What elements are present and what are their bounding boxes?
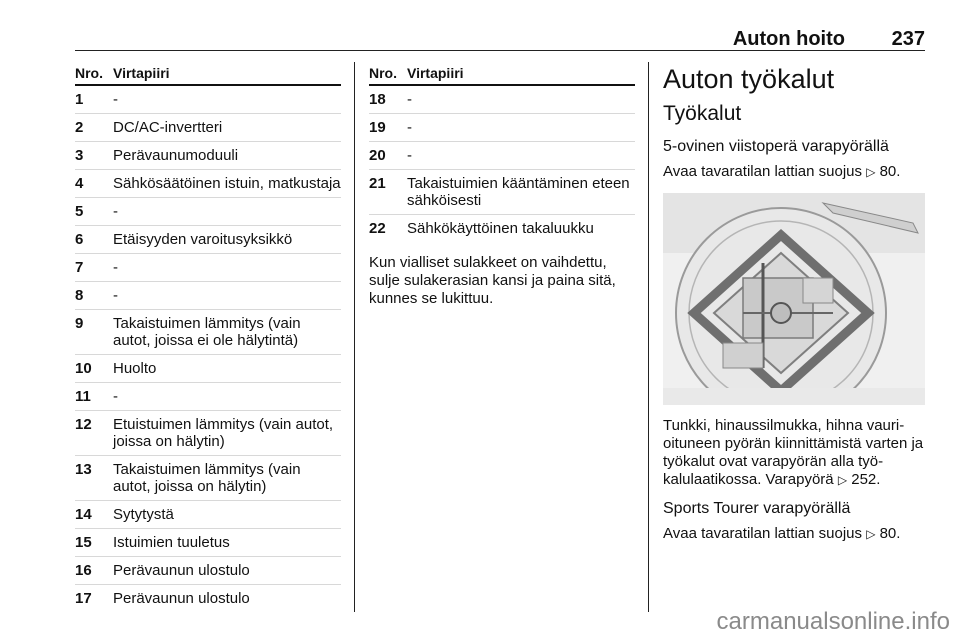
section1-text	[663, 163, 925, 181]
fuse-circuit: Istuimien tuuletus	[113, 529, 341, 557]
table-row	[75, 142, 341, 170]
fuse-circuit: DC/AC-invertteri	[113, 114, 341, 142]
fuse-circuit: -	[113, 282, 341, 310]
fuse-number: 8	[75, 282, 113, 310]
page-header	[75, 28, 925, 52]
table-row	[75, 198, 341, 226]
fuse-circuit: Takaistuimien kääntäminen eteen sähköisesti	[407, 170, 635, 215]
fuse-circuit: -	[407, 142, 635, 170]
table-row	[369, 86, 635, 114]
spare-wheel-tools-photo	[663, 193, 925, 405]
fuse-number: 9	[75, 310, 113, 355]
table-row	[75, 86, 341, 114]
fuse-number: 4	[75, 170, 113, 198]
section1-heading: 5-ovinen viistoperä varapyörällä	[663, 138, 889, 155]
section2-page-ref[interactable]: 80.	[879, 525, 901, 542]
fuse-number: 2	[75, 114, 113, 142]
fuse-circuit: Sytytystä	[113, 501, 341, 529]
fuse-number: 10	[75, 355, 113, 383]
fuse-circuit: Sähkösäätöinen istuin, matkustaja	[113, 170, 341, 198]
table-row	[369, 142, 635, 170]
fuse-number: 18	[369, 86, 407, 114]
column-divider-1	[354, 62, 355, 612]
table-row	[75, 501, 341, 529]
col-header-nro: Nro.	[75, 65, 103, 81]
col-header-circuit: Virtapiiri	[113, 65, 170, 81]
table-row	[75, 226, 341, 254]
table-row	[75, 585, 341, 613]
fuse-number: 14	[75, 501, 113, 529]
table-row	[369, 114, 635, 142]
fuse-table-left	[75, 62, 341, 612]
column-divider-2	[648, 62, 649, 612]
fuse-number: 13	[75, 456, 113, 501]
fuse-circuit: Takaistuimen lämmitys (vain autot, joissa ei ole hälytintä)	[113, 310, 341, 355]
fuse-number: 17	[75, 590, 92, 607]
table-row	[75, 254, 341, 282]
fuse-circuit: -	[113, 86, 341, 114]
fuse-number: 1	[75, 86, 113, 114]
col-header-circuit: Virtapiiri	[407, 65, 464, 81]
fuse-number: 19	[369, 114, 407, 142]
fuse-table	[369, 86, 635, 242]
table-header	[75, 62, 341, 86]
fuse-circuit: Etäisyyden varoitusyksikkö	[113, 226, 341, 254]
table-row	[75, 355, 341, 383]
photo-caption	[663, 417, 925, 489]
fuse-circuit: Etuistuimen lämmitys (vain autot, joissa on hälytin)	[113, 411, 341, 456]
fuse-circuit: Takaistuimen lämmitys (vain autot, joissa on hälytin)	[113, 456, 341, 501]
fuse-circuit: Perävaunumoduuli	[113, 142, 341, 170]
table-row	[75, 114, 341, 142]
fuse-circuit: Perävaunun ulostulo	[113, 557, 341, 585]
page-ref-arrow-icon: ▷	[866, 165, 876, 179]
table-row	[369, 170, 635, 215]
photo-caption-text: Tunkki, hinaussilmukka, hihna vaurioituneen pyörän kiinnittämistä varten ja työkalut ovat varapyörän alla työkalulaatikossa. Varapyörä	[663, 417, 924, 488]
fuse-number: 3	[75, 142, 113, 170]
table-row	[75, 529, 341, 557]
table-row	[75, 170, 341, 198]
subsection-title: Työkalut	[663, 102, 742, 125]
table-row	[75, 383, 341, 411]
fuse-number: 22	[369, 220, 386, 237]
watermark: carmanualsonline.info	[716, 608, 950, 635]
section2-text-body: Avaa tavaratilan lattian suojus	[663, 525, 863, 542]
table-row	[75, 282, 341, 310]
fuse-number: 6	[75, 226, 113, 254]
fuse-table-right	[369, 62, 635, 308]
fuse-instruction: Kun vialliset sulakkeet on vaihdettu, sulje sulakerasian kansi ja paina sitä, kunnes se lukittuu.	[369, 254, 616, 307]
fuse-circuit: Huolto	[113, 355, 341, 383]
header-rule	[75, 50, 925, 51]
fuse-number: 7	[75, 254, 113, 282]
fuse-circuit: -	[407, 114, 635, 142]
fuse-number: 11	[75, 383, 113, 411]
fuse-circuit: -	[407, 86, 635, 114]
fuse-number: 15	[75, 529, 113, 557]
fuse-number: 5	[75, 198, 113, 226]
fuse-number: 21	[369, 170, 407, 215]
fuse-circuit: Perävaunun ulostulo	[113, 590, 250, 607]
table-row	[75, 310, 341, 355]
fuse-number: 16	[75, 557, 113, 585]
chapter-title: Auton työkalut	[663, 64, 835, 94]
fuse-number: 12	[75, 411, 113, 456]
photo-caption-page-ref[interactable]: 252.	[851, 471, 881, 488]
fuse-circuit: -	[113, 383, 341, 411]
fuse-circuit: Sähkökäyttöinen takaluukku	[407, 220, 594, 237]
page-number: 237	[891, 28, 925, 50]
table-row	[75, 456, 341, 501]
fuse-circuit: -	[113, 254, 341, 282]
page-ref-arrow-icon: ▷	[837, 473, 848, 487]
table-header	[369, 62, 635, 86]
tools-section	[663, 62, 925, 543]
table-row	[75, 557, 341, 585]
table-row	[75, 411, 341, 456]
col-header-nro: Nro.	[369, 65, 397, 81]
section-title: Auton hoito	[732, 28, 845, 50]
section2-heading: Sports Tourer varapyörällä	[663, 500, 851, 517]
section1-text-body: Avaa tavaratilan lattian suojus	[663, 163, 863, 180]
fuse-table	[75, 86, 341, 612]
section1-page-ref[interactable]: 80.	[879, 163, 901, 180]
page-ref-arrow-icon: ▷	[866, 527, 876, 541]
section2-text	[663, 525, 925, 543]
fuse-number: 20	[369, 142, 407, 170]
table-row	[369, 215, 635, 243]
fuse-circuit: -	[113, 198, 341, 226]
